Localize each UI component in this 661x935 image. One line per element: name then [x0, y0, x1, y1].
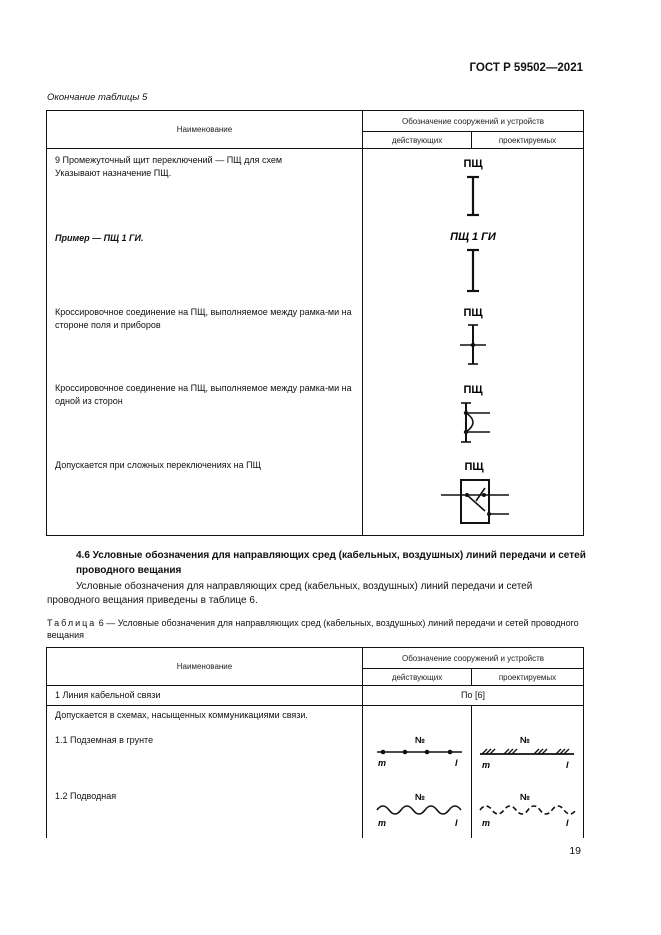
- pshch-label-4: ПЩ: [464, 461, 484, 473]
- cross-one-side-dot-1: [464, 411, 468, 415]
- table5-planned-header: проектируемых: [472, 132, 584, 149]
- pshch-example-symbol: [467, 250, 479, 291]
- table5-complex: Допускается при сложных переключениях на ПЩ: [55, 460, 262, 470]
- table6-planned-symbols: [472, 706, 584, 839]
- table5-cross-field: Кроссировочное соединение на ПЩ, выполняемое между рамка-ми на стороне поля и приборов: [55, 307, 352, 330]
- table6-body-name: [47, 706, 363, 839]
- pshch-example-label: ПЩ 1 ГИ: [450, 231, 496, 243]
- underwater-planned-m: m: [482, 818, 491, 828]
- table6-row-1-text: 1 Линия кабельной связи: [55, 690, 161, 700]
- table6: [46, 647, 584, 838]
- planned-symbols-svg: [472, 706, 584, 838]
- table6-existing-symbols: [363, 706, 472, 839]
- cross-one-side-dot-2: [464, 430, 468, 434]
- underwater-existing-wave: [377, 806, 461, 814]
- table6-name-header: Наименование: [47, 648, 363, 686]
- table6-row-1-name: [47, 686, 363, 706]
- underwater-planned-number: №: [519, 792, 531, 802]
- table5-body-symbols: [363, 149, 584, 536]
- underwater-existing-l: l: [455, 818, 458, 828]
- table6-row-1-reference-cell: [363, 686, 584, 706]
- table5-caption: Окончание таблицы 5: [47, 92, 148, 103]
- table5-name-header: Наименование: [47, 111, 363, 149]
- complex-dot-2: [482, 493, 486, 497]
- table6-row-1-2: 1.2 Подводная: [55, 791, 117, 801]
- pshch-label-1: ПЩ: [463, 158, 483, 170]
- complex-dot-1: [465, 493, 469, 497]
- underground-planned-m: m: [482, 760, 491, 770]
- pshch-label-3: ПЩ: [463, 384, 483, 396]
- section-paragraph: Условные обозначения для направляющих сред (кабельных, воздушных) линий передачи и сетей проводного вещания приведены в таблице 6.: [47, 581, 533, 606]
- underground-existing-l: l: [455, 758, 458, 768]
- table6-row-1-1: 1.1 Подземная в грунте: [55, 735, 154, 745]
- table6-caption-label: Таблица: [47, 618, 97, 628]
- complex-switching-symbol: [441, 480, 509, 523]
- underground-existing-m: m: [378, 758, 387, 768]
- table5-row-9-note: Указывают назначение ПЩ.: [55, 167, 172, 178]
- complex-dot-3: [487, 512, 491, 516]
- table5-designation-header: Обозначение сооружений и устройств: [363, 111, 584, 132]
- standard-header: ГОСТ Р 59502—2021: [469, 62, 583, 74]
- underwater-planned-wave: [480, 806, 576, 814]
- table6-note: Допускается в схемах, насыщенных коммуникациями связи.: [55, 710, 308, 720]
- table6-designation-header: Обозначение сооружений и устройств: [363, 648, 584, 669]
- table5-row-9-title: 9 Промежуточный щит переключений — ПЩ для схем: [55, 155, 283, 165]
- table5-symbols-svg: [363, 149, 584, 535]
- table6-planned-header: проектируемых: [472, 669, 584, 686]
- pshch-label-2: ПЩ: [463, 307, 483, 319]
- table6-caption: [47, 617, 592, 641]
- table5-example: Пример — ПЩ 1 ГИ.: [55, 233, 144, 243]
- section-title: 4.6 Условные обозначения для направляющих сред (кабельных, воздушных) линий передачи и сетей проводного вещания: [76, 550, 586, 576]
- underwater-existing-number: №: [414, 792, 426, 802]
- page-number: 19: [569, 845, 581, 857]
- existing-symbols-svg: [363, 706, 472, 838]
- table5-body-name: [47, 149, 363, 536]
- table6-reference: По [6]: [461, 690, 485, 700]
- table5-existing-header: действующих: [363, 132, 472, 149]
- table5: [46, 110, 584, 536]
- pshch-symbol-1: [467, 177, 479, 215]
- underwater-existing-m: m: [378, 818, 387, 828]
- underground-existing-number: №: [414, 735, 426, 745]
- cross-field-dot: [471, 343, 475, 347]
- underwater-planned-l: l: [566, 818, 569, 828]
- cross-one-side-symbol: [461, 403, 490, 442]
- underground-planned-l: l: [566, 760, 569, 770]
- table6-existing-header: действующих: [363, 669, 472, 686]
- table6-caption-text: 6 — Условные обозначения для направляющих сред (кабельных, воздушных) линий передачи и сетей проводного вещания: [47, 618, 579, 640]
- table5-cross-one-side: Кроссировочное соединение на ПЩ, выполняемое между рамка-ми на одной из сторон: [55, 383, 352, 406]
- underground-planned-number: №: [519, 735, 531, 745]
